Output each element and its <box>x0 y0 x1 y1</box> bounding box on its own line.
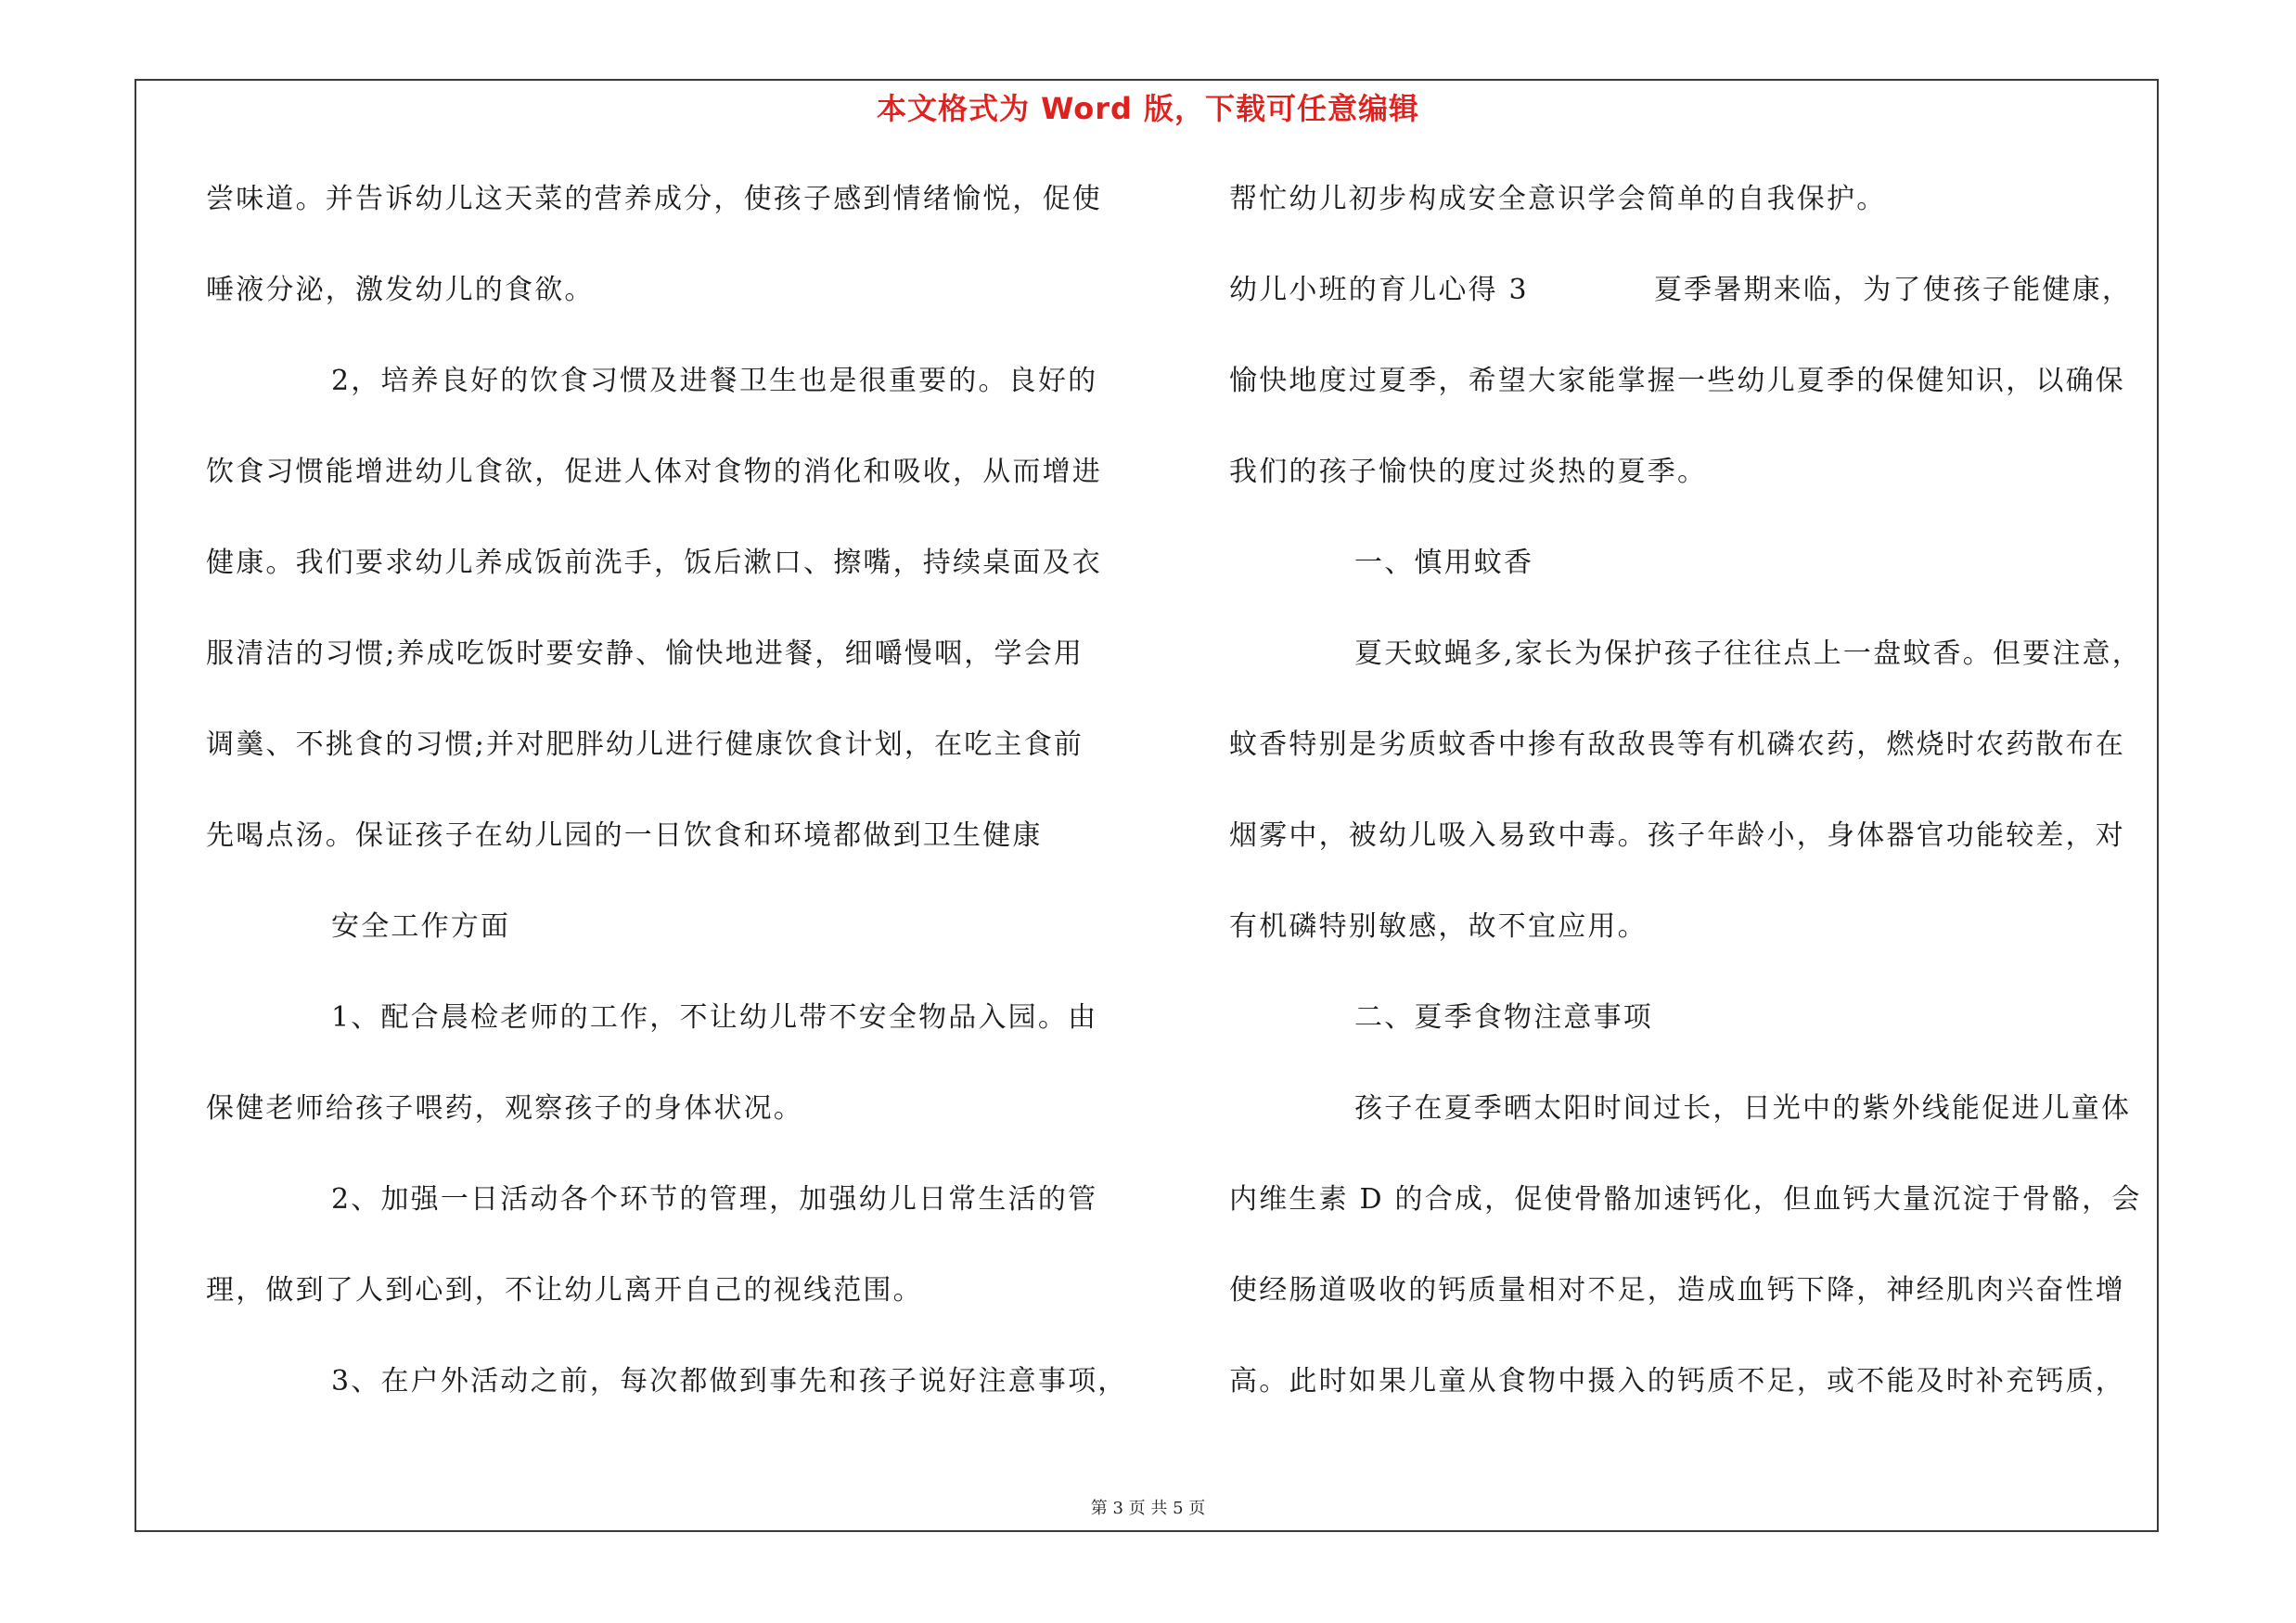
paragraph-line: 帮忙幼儿初步构成安全意识学会简单的自我保护。 <box>1229 183 1887 215</box>
paragraph-line: 我们的孩子愉快的度过炎热的夏季。 <box>1229 456 1708 488</box>
paragraph-line: 健康。我们要求幼儿养成饭前洗手，饭后漱口、擦嘴，持续桌面及衣 <box>206 547 1102 579</box>
article-title: 幼儿小班的育儿心得 3 <box>1229 274 1529 306</box>
paragraph-line <box>1229 274 2171 367</box>
section-heading: 一、慎用蚊香 <box>1354 547 1534 579</box>
paragraph-line: 愉快地度过夏季，希望大家能掌握一些幼儿夏季的保健知识，以确保 <box>1229 365 2125 397</box>
paragraph-line: 先喝点汤。保证孩子在幼儿园的一日饮食和环境都做到卫生健康 <box>206 819 1043 852</box>
paragraph-line: 使经肠道吸收的钙质量相对不足，造成血钙下降，神经肌肉兴奋性增 <box>1229 1274 2125 1307</box>
paragraph-line: 2，培养良好的饮食习惯及进餐卫生也是很重要的。良好的 <box>331 365 1098 397</box>
paragraph-line: 1、配合晨检老师的工作，不让幼儿带不安全物品入园。由 <box>331 1001 1098 1034</box>
paragraph-line: 高。此时如果儿童从食物中摄入的钙质不足，或不能及时补充钙质， <box>1229 1365 2125 1398</box>
paragraph-line: 内维生素 D 的合成，促使骨骼加速钙化，但血钙大量沉淀于骨骼，会 <box>1229 1183 2142 1216</box>
paragraph-line: 服清洁的习惯;养成吃饭时要安静、愉快地进餐，细嚼慢咽，学会用 <box>206 638 1084 670</box>
section-heading: 二、夏季食物注意事项 <box>1354 1001 1653 1034</box>
paragraph-text: 夏季暑期来临，为了使孩子能健康， <box>1653 274 2133 306</box>
section-heading: 安全工作方面 <box>331 910 511 943</box>
paragraph-line: 孩子在夏季晒太阳时间过长，日光中的紫外线能促进儿童体 <box>1354 1092 2132 1125</box>
right-column <box>1229 183 2171 1459</box>
paragraph-line: 烟雾中，被幼儿吸入易致中毒。孩子年龄小，身体器官功能较差，对 <box>1229 819 2125 852</box>
paragraph-line: 2、加强一日活动各个环节的管理，加强幼儿日常生活的管 <box>331 1183 1098 1216</box>
paragraph-line: 3、在户外活动之前，每次都做到事先和孩子说好注意事项， <box>331 1365 1128 1398</box>
paragraph-line: 有机磷特别敏感，故不宜应用。 <box>1229 910 1648 943</box>
paragraph-line: 蚊香特别是劣质蚊香中掺有敌敌畏等有机磷农药，燃烧时农药散布在 <box>1229 728 2125 761</box>
paragraph-line: 唾液分泌，激发幼儿的食欲。 <box>206 274 595 306</box>
paragraph-line: 夏天蚊蝇多,家长为保护孩子往往点上一盘蚊香。但要注意， <box>1354 638 2142 670</box>
paragraph-line: 理，做到了人到心到，不让幼儿离开自己的视线范围。 <box>206 1274 923 1307</box>
paragraph-line: 调羹、不挑食的习惯;并对肥胖幼儿进行健康饮食计划，在吃主食前 <box>206 728 1084 761</box>
format-banner: 本文格式为 Word 版，下载可任意编辑 <box>876 91 1420 126</box>
left-column <box>206 183 1143 1459</box>
paragraph-line: 保健老师给孩子喂药，观察孩子的身体状况。 <box>206 1092 803 1125</box>
paragraph-line: 饮食习惯能增进幼儿食欲，促进人体对食物的消化和吸收，从而增进 <box>206 456 1102 488</box>
page-number-footer: 第 3 页 共 5 页 <box>1090 1499 1206 1518</box>
paragraph-line: 尝味道。并告诉幼儿这天菜的营养成分，使孩子感到情绪愉悦，促使 <box>206 183 1102 215</box>
